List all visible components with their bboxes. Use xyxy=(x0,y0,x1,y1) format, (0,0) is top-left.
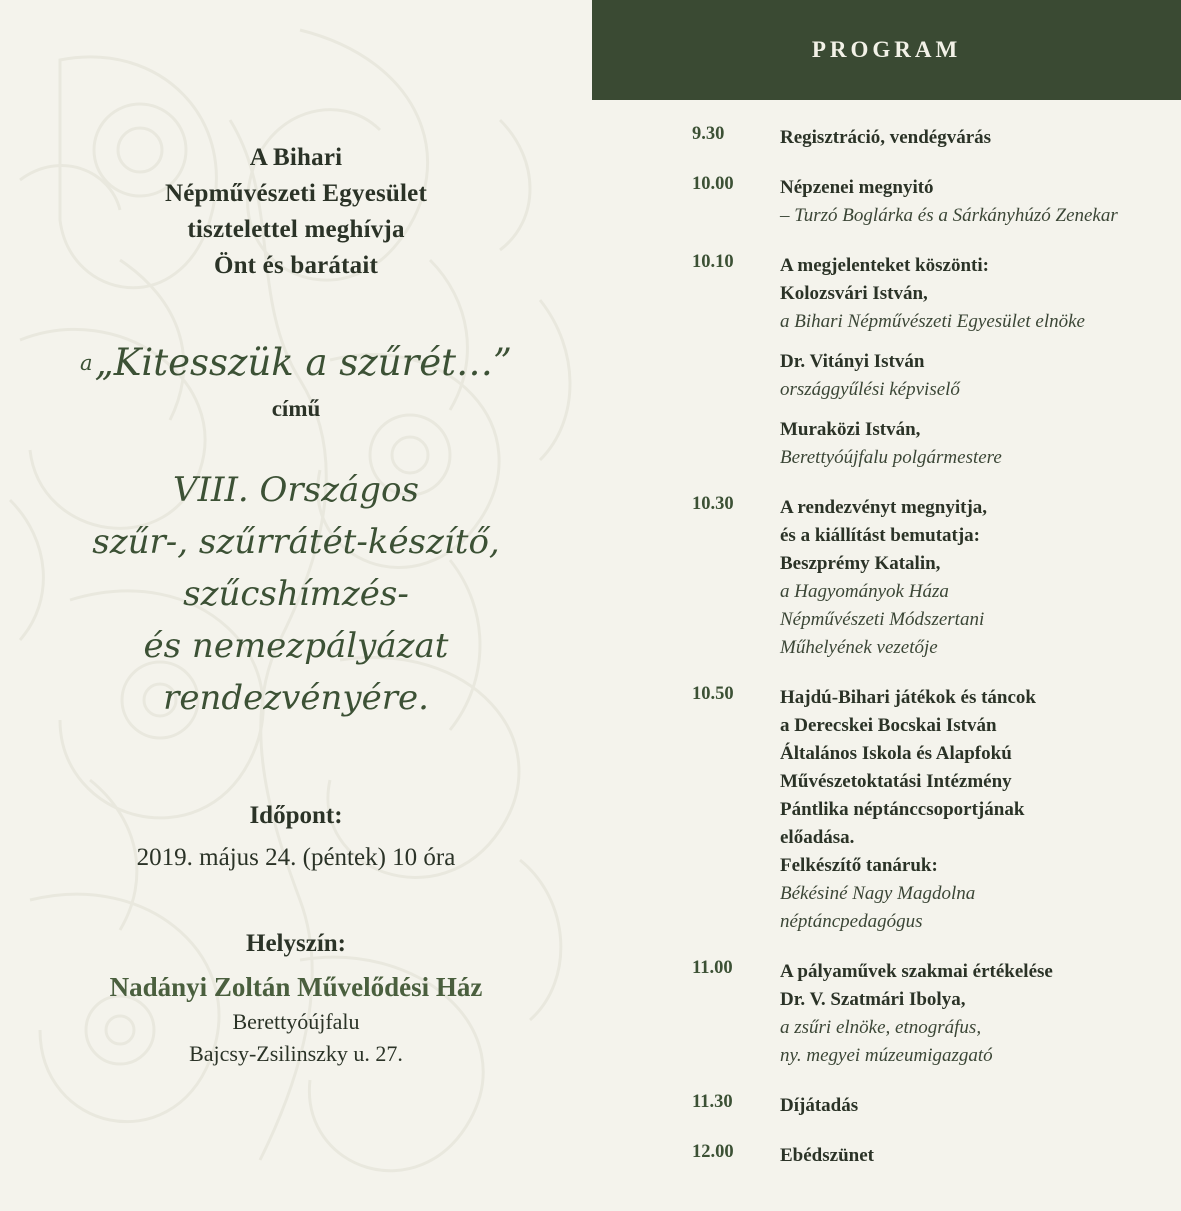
program-row-time: 10.50 xyxy=(692,684,734,704)
program-line: Hajdú-Bihari játékok és táncok xyxy=(780,687,1036,708)
event-venue-name: Nadányi Zoltán Művelődési Ház xyxy=(109,972,483,1003)
program-line-spacer xyxy=(780,404,1085,416)
program-row xyxy=(592,124,1181,152)
event-venue-street: Bajcsy-Zsilinszky u. 27. xyxy=(189,1041,403,1067)
program-line: A pályaművek szakmai értékelése xyxy=(780,961,1053,982)
event-subtitle-block xyxy=(0,464,592,724)
event-title-block xyxy=(0,338,592,422)
program-row-time: 10.30 xyxy=(692,494,734,514)
program-row xyxy=(592,174,1181,230)
event-title-script xyxy=(0,338,592,388)
program-row xyxy=(592,252,1181,472)
program-line: a zsűri elnöke, etnográfus, xyxy=(780,1017,982,1038)
event-title-cimu: című xyxy=(271,396,321,422)
program-row-description xyxy=(766,1092,858,1120)
program-line: országgyűlési képviselő xyxy=(780,379,960,400)
program-line: Dr. Vitányi István xyxy=(780,351,925,372)
event-place-block xyxy=(0,930,592,1067)
program-row-description xyxy=(766,252,1085,472)
program-line: a Hagyományok Háza xyxy=(780,581,949,602)
program-line: ny. megyei múzeumigazgató xyxy=(780,1045,993,1066)
program-title: PROGRAM xyxy=(811,37,962,62)
program-column xyxy=(592,0,1181,1211)
program-line: a Derecskei Bocskai István xyxy=(780,715,997,736)
program-line-spacer xyxy=(780,336,1085,348)
event-subtitle-line-2: szűr-, szűrrátét-készítő, xyxy=(92,522,500,563)
program-line: néptáncpedagógus xyxy=(780,911,923,932)
program-row-time: 11.00 xyxy=(692,958,733,978)
program-line: Muraközi István, xyxy=(780,419,921,440)
program-row-description xyxy=(766,958,1053,1070)
program-row-description xyxy=(766,684,1036,936)
program-line: Általános Iskola és Alapfokú xyxy=(780,743,1012,764)
program-line: és a kiállítást bemutatja: xyxy=(780,525,981,546)
invitation-heading xyxy=(0,140,592,284)
invitation-heading-line-3: tisztelettel meghívja xyxy=(187,216,405,243)
program-row-description xyxy=(766,124,991,152)
event-subtitle-line-1: VIII. Országos xyxy=(173,470,419,511)
program-line: Pántlika néptánccsoportjának xyxy=(780,799,1025,820)
program-row xyxy=(592,1092,1181,1120)
event-title-quoted: „Kitesszük a szűrét…” xyxy=(94,341,512,384)
program-row xyxy=(592,684,1181,936)
invitation-text-block xyxy=(0,0,592,1067)
program-row xyxy=(592,1142,1181,1170)
program-row-description xyxy=(766,1142,874,1170)
event-time-block xyxy=(0,802,592,872)
program-line: Díjátadás xyxy=(780,1095,859,1116)
program-line: Kolozsvári István, xyxy=(780,283,928,304)
program-row-time: 11.30 xyxy=(692,1092,733,1112)
program-line: Dr. V. Szatmári Ibolya, xyxy=(780,989,966,1010)
program-line: Felkészítő tanáruk: xyxy=(780,855,938,876)
event-time-label: Időpont: xyxy=(249,802,343,830)
program-row-time: 10.10 xyxy=(692,252,734,272)
event-time-value: 2019. május 24. (péntek) 10 óra xyxy=(136,844,456,872)
program-list xyxy=(592,100,1181,1170)
program-row-time: 9.30 xyxy=(692,124,725,144)
program-line: Regisztráció, vendégvárás xyxy=(780,127,992,148)
event-subtitle-line-5: rendezvényére. xyxy=(163,678,429,719)
program-line: Beszprémy Katalin, xyxy=(780,553,941,574)
event-venue-city: Berettyóújfalu xyxy=(232,1009,360,1035)
program-line: Ebédszünet xyxy=(780,1145,874,1166)
program-line: Népművészeti Módszertani xyxy=(780,609,985,630)
program-row-time: 12.00 xyxy=(692,1142,734,1162)
program-line: Békésiné Nagy Magdolna xyxy=(780,883,976,904)
program-row xyxy=(592,958,1181,1070)
event-title-article: a xyxy=(80,351,93,376)
program-row xyxy=(592,494,1181,662)
invitation-heading-line-1: A Bihari xyxy=(249,144,343,171)
program-line: Műhelyének vezetője xyxy=(780,637,938,658)
program-row-description xyxy=(766,174,1118,230)
event-place-label: Helyszín: xyxy=(246,930,346,958)
program-row-time: 10.00 xyxy=(692,174,734,194)
program-line: Népzenei megnyitó xyxy=(780,177,934,198)
event-subtitle-line-3: szűcshímzés- xyxy=(183,574,409,615)
program-row-description xyxy=(766,494,987,662)
program-header xyxy=(592,0,1181,100)
program-line: Berettyóújfalu polgármestere xyxy=(780,447,1002,468)
invitation-heading-line-4: Önt és barátait xyxy=(213,252,379,279)
program-line: A rendezvényt megnyitja, xyxy=(780,497,988,518)
program-line: a Bihari Népművészeti Egyesület elnöke xyxy=(780,311,1085,332)
program-line: előadása. xyxy=(780,827,855,848)
program-line: A megjelenteket köszönti: xyxy=(780,255,989,276)
invitation-heading-line-2: Népművészeti Egyesület xyxy=(165,180,427,207)
program-line: – Turzó Boglárka és a Sárkányhúzó Zenekar xyxy=(780,205,1118,226)
program-line: Művészetoktatási Intézmény xyxy=(780,771,1012,792)
event-subtitle-line-4: és nemezpályázat xyxy=(143,626,449,667)
